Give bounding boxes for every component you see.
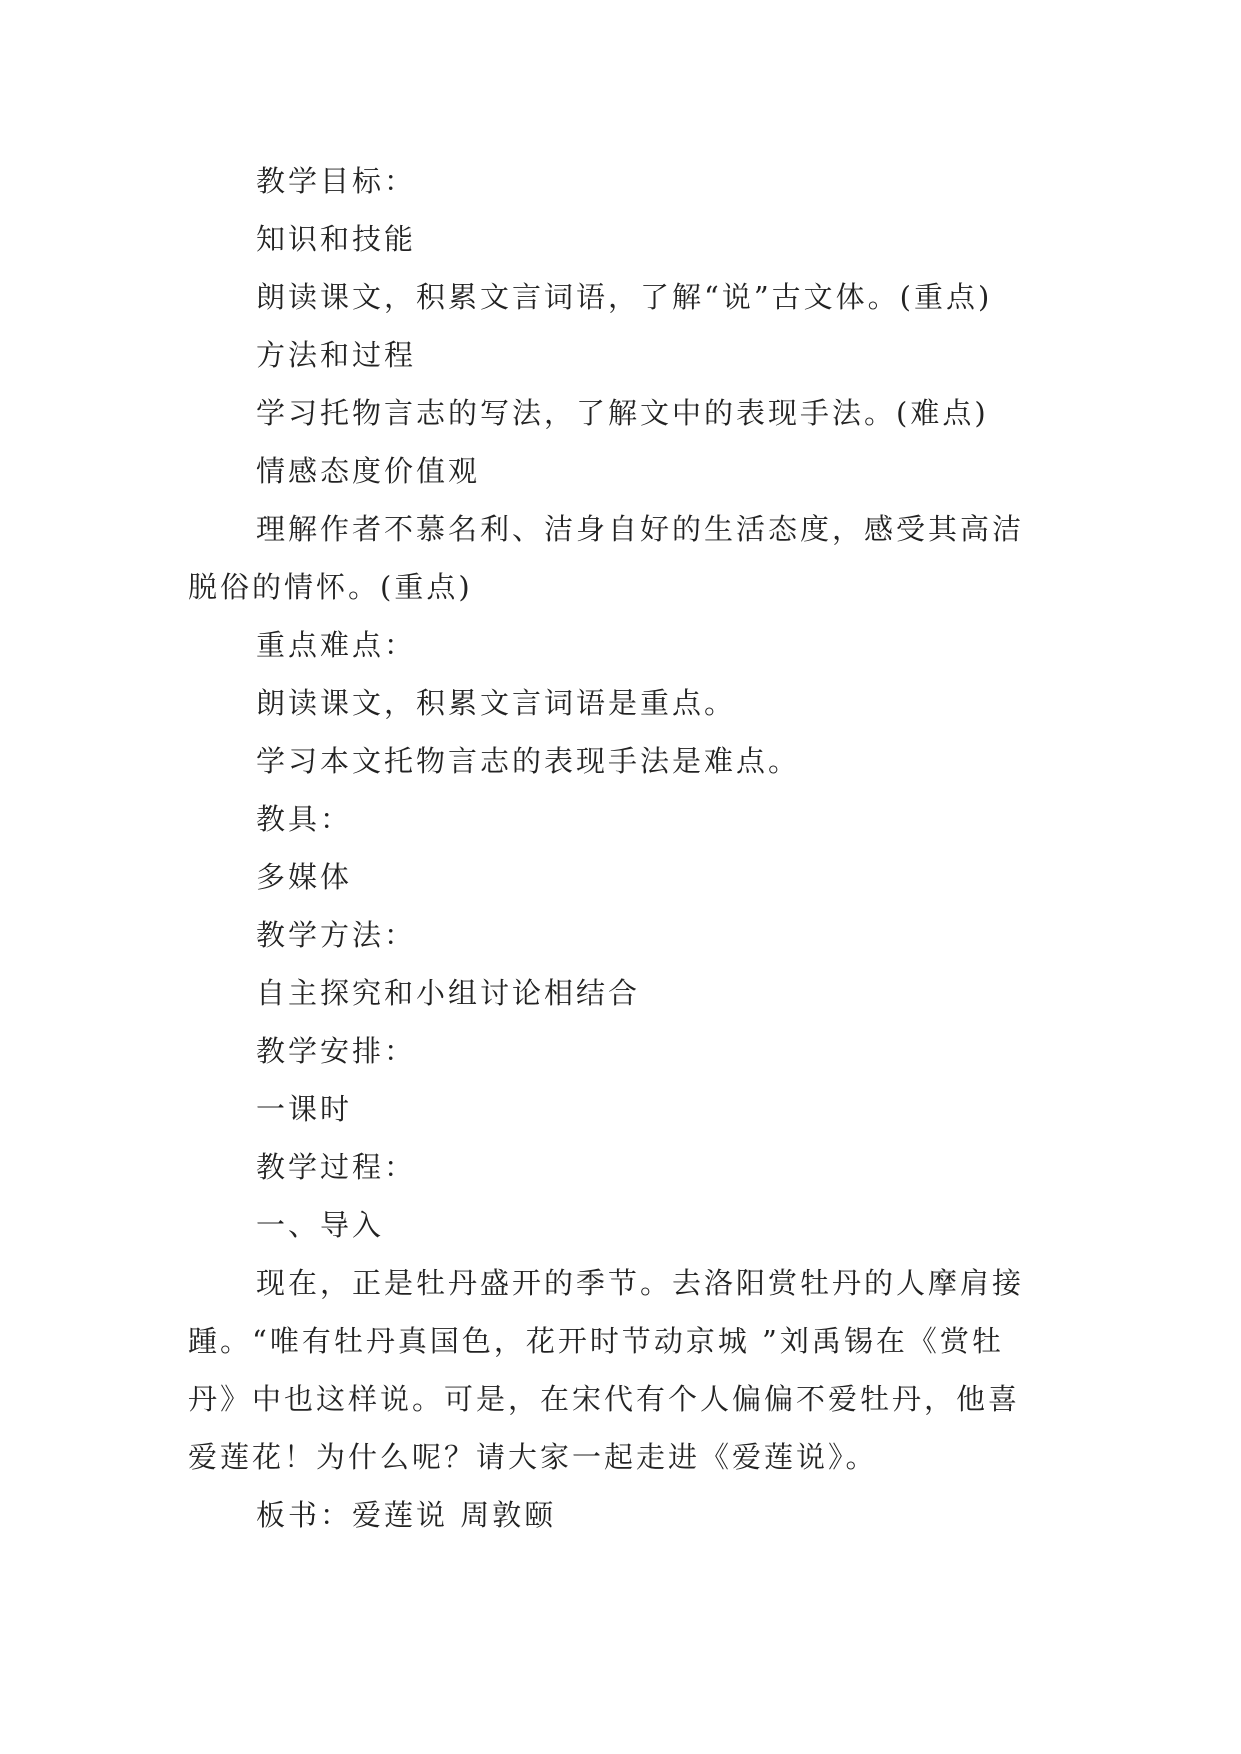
document-body	[188, 152, 1048, 1544]
paragraph-teaching-aids: 多媒体	[256, 860, 353, 894]
paragraph-blackboard: 板书：爱莲说 周敦颐	[256, 1498, 557, 1532]
paragraph-teaching-methods: 自主探究和小组讨论相结合	[256, 976, 641, 1010]
subheading-knowledge-skills: 知识和技能	[256, 222, 417, 256]
paragraph-method-goal: 学习托物言志的写法，了解文中的表现手法。(难点)	[256, 396, 989, 430]
heading-teaching-process: 教学过程：	[256, 1150, 417, 1184]
heading-teaching-aids: 教具：	[256, 802, 353, 836]
paragraph-teaching-schedule: 一课时	[256, 1092, 353, 1126]
paragraph-introduction: 现在，正是牡丹盛开的季节。去洛阳赏牡丹的人摩肩接踵。“唯有牡丹真国色，花开时节动京城 ”刘禹锡在《赏牡丹》中也这样说。可是，在宋代有个人偏偏不爱牡丹，他喜爱莲花！为什么呢？请大家一起走进《爱莲说》。	[188, 1266, 1025, 1474]
paragraph-knowledge-goal: 朗读课文，积累文言词语，了解“说”古文体。(重点)	[256, 280, 993, 314]
subheading-method-process: 方法和过程	[256, 338, 417, 372]
heading-teaching-schedule: 教学安排：	[256, 1034, 417, 1068]
heading-teaching-goals: 教学目标：	[256, 164, 417, 198]
section-introduction-title: 一、导入	[256, 1208, 385, 1242]
paragraph-key-point: 朗读课文，积累文言词语是重点。	[256, 686, 737, 720]
paragraph-emotion-goal: 理解作者不慕名利、洁身自好的生活态度，感受其高洁脱俗的情怀。(重点)	[188, 512, 1025, 604]
heading-key-difficult-points: 重点难点：	[256, 628, 417, 662]
heading-teaching-methods: 教学方法：	[256, 918, 417, 952]
paragraph-difficult-point: 学习本文托物言志的表现手法是难点。	[256, 744, 801, 778]
subheading-emotion-values: 情感态度价值观	[256, 454, 481, 488]
